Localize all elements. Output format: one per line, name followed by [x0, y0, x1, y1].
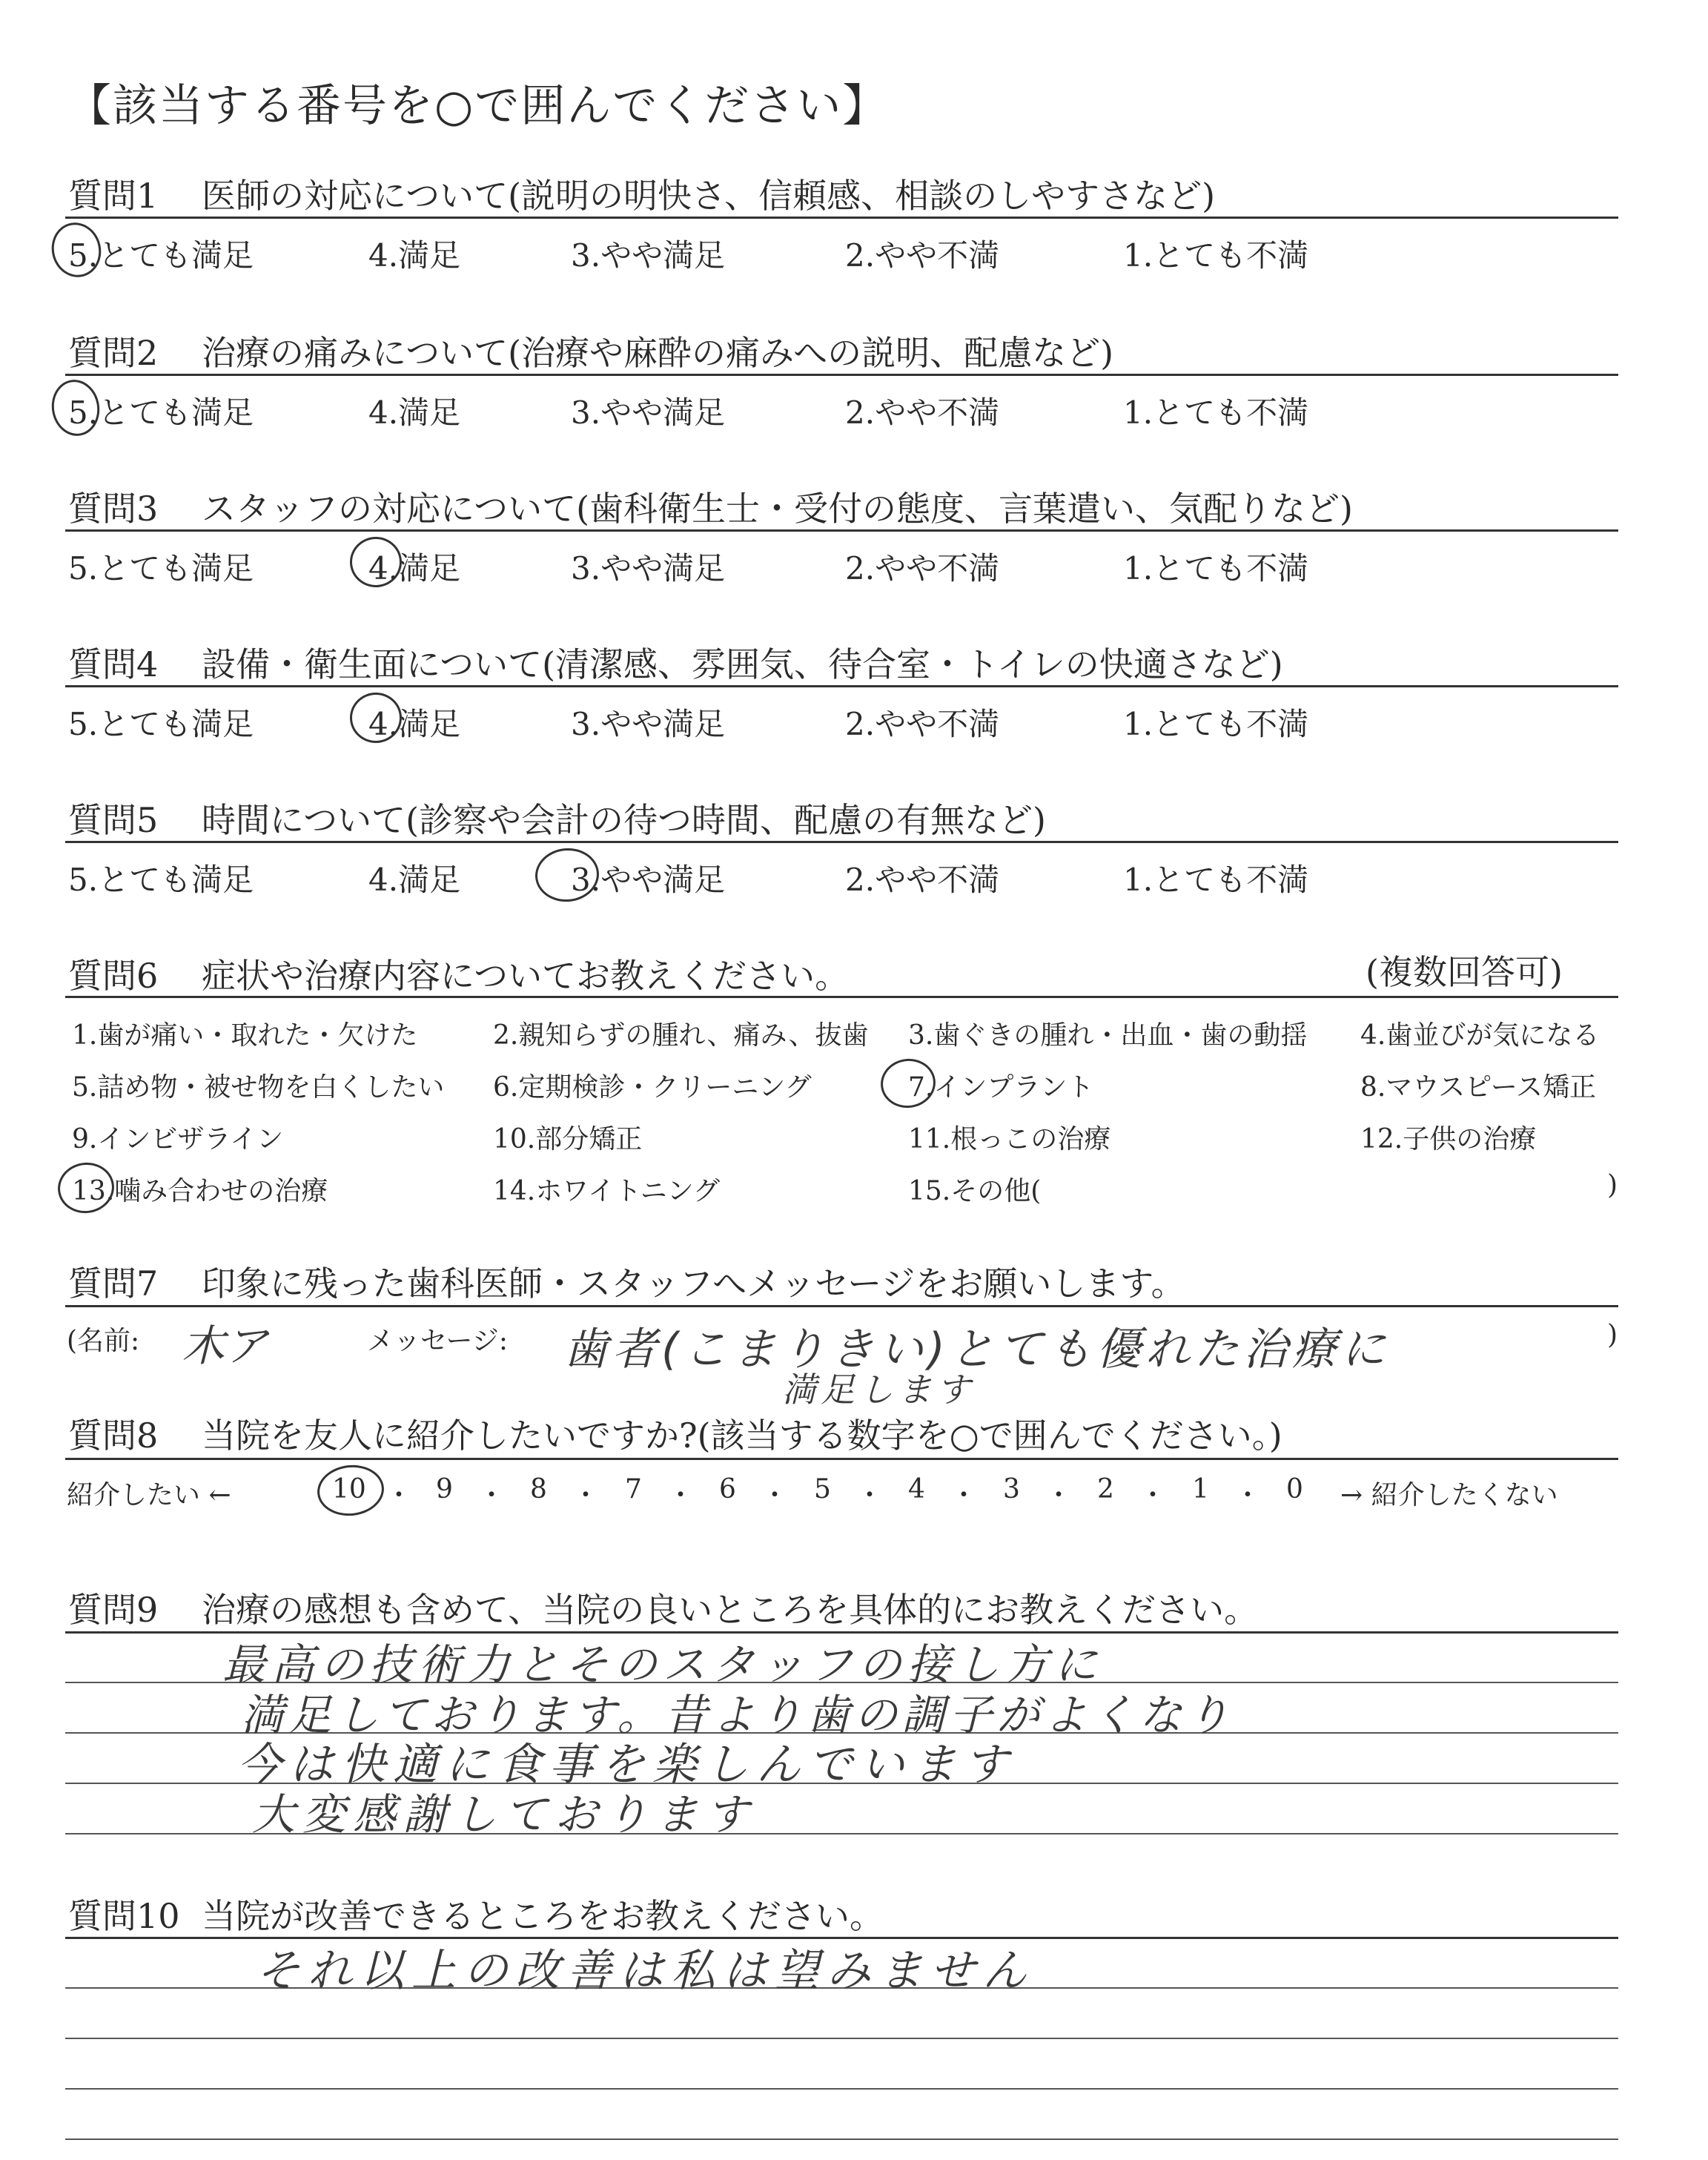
q4-rule [65, 685, 1618, 687]
q2-text: 治療の痛みについて(治療や麻酔の痛みへの説明、配慮など) [202, 333, 1114, 373]
q1-opt5[interactable]: 5.とても満足 [68, 237, 254, 274]
q6-item-12[interactable]: 12.子供の治療 [1360, 1124, 1537, 1155]
q6-item-13[interactable]: 13.噛み合わせの治療 [72, 1176, 328, 1206]
q6-item-2[interactable]: 2.親知らずの腫れ、痛み、抜歯 [493, 1020, 869, 1051]
q1-rule [65, 217, 1618, 219]
q10-answer-line [65, 2088, 1618, 2090]
q8-text: 当院を友人に紹介したいですか?(該当する数字を○で囲んでください。) [202, 1416, 1282, 1456]
q5-opt4[interactable]: 4.満足 [368, 862, 461, 898]
q8-scale-9[interactable]: 9 [436, 1474, 453, 1505]
q4-text: 設備・衛生面について(清潔感、雰囲気、待合室・トイレの快適さなど) [202, 644, 1283, 684]
q6-item-7[interactable]: 7.インプラント [908, 1072, 1094, 1103]
q4-opt3[interactable]: 3.やや満足 [571, 706, 726, 742]
q6-other-close-paren: ) [1607, 1170, 1618, 1200]
q8-rule [65, 1458, 1618, 1460]
q4-label: 質問4 [68, 644, 159, 684]
q5-opt3[interactable]: 3.やや満足 [571, 862, 726, 898]
q7-message-line1[interactable]: 歯者(こまりきい)とても優れた治療に [563, 1324, 1390, 1375]
q3-selection-circle [350, 537, 402, 587]
q6-item-3[interactable]: 3.歯ぐきの腫れ・出血・歯の動揺 [908, 1020, 1308, 1051]
q2-opt5[interactable]: 5.とても満足 [68, 394, 254, 431]
q8-dot: ・ [478, 1480, 506, 1510]
q3-opt2[interactable]: 2.やや不満 [845, 550, 1000, 587]
q9-text: 治療の感想も含めて、当院の良いところを具体的にお教えください。 [202, 1590, 1259, 1630]
q6-item-1[interactable]: 1.歯が痛い・取れた・欠けた [72, 1020, 418, 1051]
q6-item-9[interactable]: 9.インビザライン [72, 1124, 284, 1155]
q10-answer-line [65, 2038, 1618, 2039]
q7-message-label: メッセージ: [367, 1326, 508, 1356]
q8-scale-6[interactable]: 6 [719, 1474, 736, 1505]
q10-answer-line [65, 2138, 1618, 2140]
q9-answer-line4[interactable]: 大変感謝しております [252, 1789, 757, 1840]
q8-scale-7[interactable]: 7 [625, 1474, 642, 1505]
q2-opt1[interactable]: 1.とても不満 [1123, 394, 1309, 431]
q3-label: 質問3 [68, 489, 159, 529]
form-header: 【該当する番号を○で囲んでください】 [67, 80, 889, 132]
q2-opt2[interactable]: 2.やや不満 [845, 394, 1000, 431]
q5-text: 時間について(診察や会計の待つ時間、配慮の有無など) [202, 800, 1046, 840]
q8-scale-2[interactable]: 2 [1097, 1474, 1114, 1505]
q7-name-label: (名前: [67, 1326, 140, 1356]
q8-scale-8[interactable]: 8 [530, 1474, 547, 1505]
q8-dot: ・ [1045, 1480, 1073, 1510]
q6-item-10[interactable]: 10.部分矯正 [493, 1124, 643, 1155]
q7-text: 印象に残った歯科医師・スタッフへメッセージをお願いします。 [202, 1264, 1185, 1304]
q8-scale-3[interactable]: 3 [1003, 1474, 1020, 1505]
q9-answer-line1[interactable]: 最高の技術力とそのスタッフの接し方に [222, 1639, 1104, 1690]
q6-item-6[interactable]: 6.定期検診・クリーニング [493, 1072, 812, 1103]
q3-opt3[interactable]: 3.やや満足 [571, 550, 726, 587]
q1-opt4[interactable]: 4.満足 [368, 237, 461, 274]
q7-rule [65, 1305, 1618, 1307]
q6-item-14[interactable]: 14.ホワイトニング [493, 1176, 721, 1206]
q5-label: 質問5 [68, 800, 159, 840]
q6-note: (複数回答可) [1366, 952, 1563, 992]
q7-message-line2[interactable]: 満足します [782, 1370, 975, 1410]
q6-item-5[interactable]: 5.詰め物・被せ物を白くしたい [72, 1072, 445, 1103]
q2-opt3[interactable]: 3.やや満足 [571, 394, 726, 431]
q2-label: 質問2 [68, 333, 159, 373]
q4-selection-circle [350, 693, 402, 743]
q8-scale-4[interactable]: 4 [908, 1474, 925, 1505]
q3-opt5[interactable]: 5.とても満足 [68, 550, 254, 587]
q3-opt1[interactable]: 1.とても不満 [1123, 550, 1309, 587]
q8-dot: ・ [572, 1480, 600, 1510]
q8-dot: ・ [761, 1480, 789, 1510]
q8-label: 質問8 [68, 1416, 159, 1456]
q4-opt2[interactable]: 2.やや不満 [845, 706, 1000, 742]
q6-item-15[interactable]: 15.その他( [908, 1176, 1042, 1206]
q8-dot: ・ [385, 1480, 413, 1510]
q8-scale-10[interactable]: 10 [332, 1474, 366, 1505]
q6-rule [65, 996, 1618, 998]
q8-dot: ・ [1139, 1480, 1167, 1510]
q3-rule [65, 529, 1618, 532]
q1-opt3[interactable]: 3.やや満足 [571, 237, 726, 274]
q8-scale-5[interactable]: 5 [814, 1474, 831, 1505]
q10-label: 質問10 [68, 1896, 180, 1936]
q10-answer-line1[interactable]: それ以上の改善は私は望みません [256, 1945, 1034, 1997]
q8-left-label: 紹介したい ← [67, 1480, 231, 1510]
q6-text: 症状や治療内容についてお教えください。 [202, 956, 850, 996]
q4-opt1[interactable]: 1.とても不満 [1123, 706, 1309, 742]
q8-selection-circle [315, 1462, 387, 1519]
q6-selection-circle-13 [55, 1159, 118, 1217]
q6-item-8[interactable]: 8.マウスピース矯正 [1360, 1072, 1597, 1103]
q8-dot: ・ [856, 1480, 884, 1510]
q1-label: 質問1 [68, 176, 159, 216]
q6-item-4[interactable]: 4.歯並びが気になる [1360, 1020, 1600, 1051]
q3-text: スタッフの対応について(歯科衛生士・受付の態度、言葉遣い、気配りなど) [202, 489, 1353, 529]
q8-dot: ・ [667, 1480, 695, 1510]
q8-dot: ・ [950, 1480, 978, 1510]
q10-text: 当院が改善できるところをお教えください。 [202, 1896, 884, 1936]
q7-close-paren: ) [1607, 1320, 1618, 1350]
q8-scale-1[interactable]: 1 [1192, 1474, 1209, 1505]
q9-label: 質問9 [68, 1590, 159, 1630]
q5-opt5[interactable]: 5.とても満足 [68, 862, 254, 898]
q6-label: 質問6 [68, 956, 159, 996]
q4-opt5[interactable]: 5.とても満足 [68, 706, 254, 742]
q7-name-value[interactable]: 木ア [182, 1321, 268, 1371]
q1-opt2[interactable]: 2.やや不満 [845, 237, 1000, 274]
q6-item-11[interactable]: 11.根っこの治療 [908, 1124, 1111, 1155]
q1-text: 医師の対応について(説明の明快さ、信頼感、相談のしやすさなど) [202, 176, 1216, 216]
q1-opt1[interactable]: 1.とても不満 [1123, 237, 1309, 274]
q4-opt4[interactable]: 4.満足 [368, 706, 461, 742]
q9-answer-line2[interactable]: 満足しております。昔より歯の調子がよくなり [241, 1690, 1234, 1740]
q8-dot: ・ [1234, 1480, 1262, 1510]
q8-right-label: → 紹介したくない [1340, 1480, 1558, 1510]
q2-rule [65, 374, 1618, 376]
q7-label: 質問7 [68, 1264, 159, 1304]
q8-scale-0[interactable]: 0 [1286, 1474, 1303, 1505]
q5-opt1[interactable]: 1.とても不満 [1123, 862, 1309, 898]
q5-rule [65, 841, 1618, 843]
q5-opt2[interactable]: 2.やや不満 [845, 862, 1000, 898]
q9-answer-line3[interactable]: 今は快適に食事を楽しんでいます [237, 1739, 1016, 1791]
q3-opt4[interactable]: 4.満足 [368, 550, 461, 587]
q2-opt4[interactable]: 4.満足 [368, 394, 461, 431]
